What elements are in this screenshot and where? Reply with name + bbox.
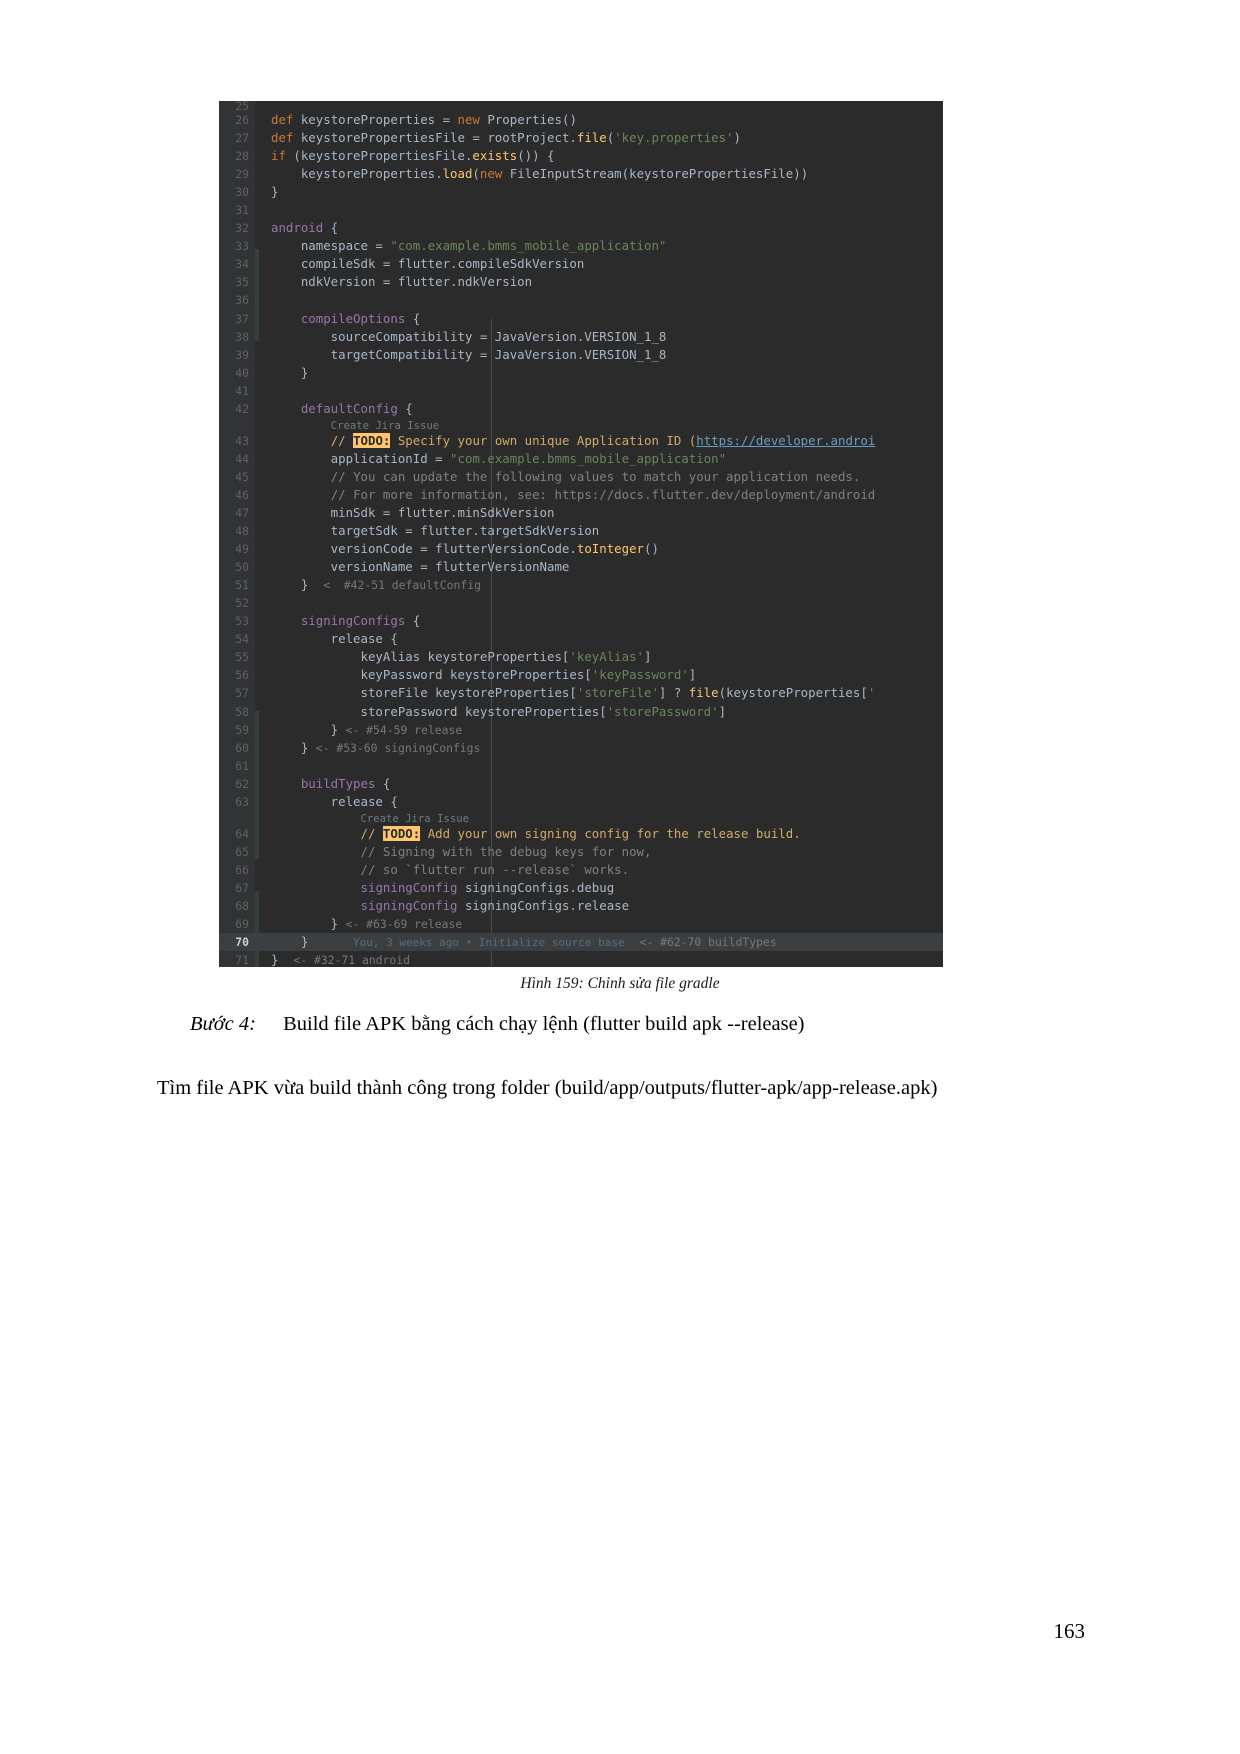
- line-number: 42: [235, 401, 249, 416]
- line-number: 56: [235, 668, 249, 683]
- code-text: signingConfig signingConfigs.release: [360, 897, 630, 913]
- code-text: android {: [271, 220, 339, 236]
- code-line[interactable]: [219, 825, 943, 843]
- code-line[interactable]: [219, 775, 943, 793]
- line-number: 33: [235, 239, 249, 254]
- code-text: // You can update the following values to match your application needs.: [330, 468, 861, 484]
- line-number: 68: [235, 898, 249, 913]
- code-line[interactable]: [219, 684, 943, 702]
- code-line[interactable]: [219, 273, 943, 291]
- code-text: release {: [271, 793, 398, 809]
- line-number: 28: [235, 149, 249, 164]
- line-number: 60: [235, 740, 249, 755]
- code-line[interactable]: [219, 793, 943, 811]
- code-text: targetCompatibility = JavaVersion.VERSION_1_8: [271, 346, 667, 362]
- line-number: 69: [235, 917, 249, 932]
- line-number: 29: [235, 167, 249, 182]
- code-text: } You, 3 weeks ago • Initialize source base <- #62-70 buildTypes: [271, 934, 777, 950]
- code-line[interactable]: [219, 879, 943, 897]
- code-text: namespace = "com.example.bmms_mobile_application": [271, 238, 667, 254]
- code-text: storePassword keystoreProperties['storePassword']: [271, 703, 727, 719]
- code-line[interactable]: [219, 666, 943, 684]
- line-number: 32: [235, 221, 249, 236]
- code-line[interactable]: [219, 721, 943, 739]
- code-lens-row[interactable]: [219, 811, 943, 825]
- code-line[interactable]: [219, 558, 943, 576]
- code-line[interactable]: [219, 468, 943, 486]
- code-line[interactable]: [219, 183, 943, 201]
- code-line[interactable]: [219, 843, 943, 861]
- code-text: minSdk = flutter.minSdkVersion: [271, 504, 555, 520]
- code-line[interactable]: [219, 739, 943, 757]
- line-number: 53: [235, 614, 249, 629]
- line-number: 44: [235, 451, 249, 466]
- code-text: // Signing with the debug keys for now,: [360, 843, 652, 859]
- line-number: 64: [235, 826, 249, 841]
- code-text: sourceCompatibility = JavaVersion.VERSION_1_8: [271, 328, 667, 344]
- code-text: }: [271, 364, 309, 380]
- code-text: } <- #53-60 signingConfigs: [271, 739, 481, 755]
- line-number: 58: [235, 704, 249, 719]
- code-line[interactable]: [219, 165, 943, 183]
- code-text: def keystorePropertiesFile = rootProject.file('key.properties'): [271, 130, 742, 146]
- code-line[interactable]: [219, 364, 943, 382]
- code-line[interactable]: [219, 310, 943, 328]
- code-line[interactable]: [219, 933, 943, 951]
- code-text: release {: [271, 631, 398, 647]
- line-number: 49: [235, 542, 249, 557]
- code-line[interactable]: [219, 915, 943, 933]
- code-line[interactable]: [219, 861, 943, 879]
- body-paragraph: Tìm file APK vừa build thành công trong folder (build/app/outputs/flutter-apk/app-release.apk): [157, 1077, 938, 1099]
- line-number: 43: [235, 433, 249, 448]
- code-text: versionName = flutterVersionName: [271, 559, 570, 575]
- code-line[interactable]: [219, 291, 943, 309]
- code-text: compileOptions {: [300, 310, 421, 326]
- code-text: } <- #32-71 android: [271, 952, 410, 967]
- code-text: Create Jira Issue: [330, 419, 440, 432]
- code-text: // TODO: Specify your own unique Application ID (https://developer.androi: [330, 432, 876, 448]
- code-line[interactable]: [219, 757, 943, 775]
- code-text: compileSdk = flutter.compileSdkVersion: [271, 256, 585, 272]
- line-number: 65: [235, 844, 249, 859]
- line-number: 38: [235, 329, 249, 344]
- code-text: // TODO: Add your own signing config for the release build.: [360, 825, 801, 841]
- line-number: 37: [235, 311, 249, 326]
- code-line[interactable]: [219, 219, 943, 237]
- code-editor-body: [219, 101, 943, 967]
- code-line[interactable]: [219, 201, 943, 219]
- line-number: 50: [235, 560, 249, 575]
- code-line[interactable]: [219, 897, 943, 915]
- line-number: 59: [235, 722, 249, 737]
- code-text: buildTypes {: [300, 775, 391, 791]
- line-number: 62: [235, 776, 249, 791]
- code-line[interactable]: [219, 630, 943, 648]
- line-number: 51: [235, 578, 249, 593]
- line-number: 61: [235, 758, 249, 773]
- code-line[interactable]: [219, 522, 943, 540]
- line-number: 66: [235, 862, 249, 877]
- line-number: 35: [235, 275, 249, 290]
- code-line[interactable]: [219, 594, 943, 612]
- code-line[interactable]: [219, 129, 943, 147]
- line-number: 48: [235, 524, 249, 539]
- line-number: 52: [235, 596, 249, 611]
- figure-caption: Hình 159: Chỉnh sửa file gradle: [520, 975, 720, 992]
- code-line[interactable]: [219, 432, 943, 450]
- code-text: Create Jira Issue: [360, 812, 469, 825]
- code-text: def keystoreProperties = new Properties(): [271, 112, 577, 127]
- code-line[interactable]: [219, 400, 943, 418]
- line-number: 26: [235, 113, 249, 127]
- code-line[interactable]: [219, 612, 943, 630]
- code-line[interactable]: [219, 111, 943, 129]
- code-line[interactable]: [219, 101, 943, 111]
- step-text: Build file APK bằng cách chạy lệnh (flutter build apk --release): [283, 1013, 805, 1035]
- code-lens-row[interactable]: [219, 418, 943, 432]
- code-line[interactable]: [219, 951, 943, 967]
- code-text: }: [271, 184, 279, 200]
- line-number: 27: [235, 131, 249, 146]
- line-number: 55: [235, 650, 249, 665]
- code-line[interactable]: [219, 540, 943, 558]
- line-number: 45: [235, 469, 249, 484]
- code-line[interactable]: [219, 504, 943, 522]
- code-line[interactable]: [219, 382, 943, 400]
- code-line[interactable]: [219, 486, 943, 504]
- line-number: 67: [235, 880, 249, 895]
- code-line[interactable]: [219, 237, 943, 255]
- page-number: 163: [1053, 1619, 1085, 1643]
- line-number: 57: [235, 686, 249, 701]
- step-label: Bước 4:: [190, 1013, 256, 1035]
- code-text: versionCode = flutterVersionCode.toInteger(): [271, 541, 659, 557]
- line-number: 71: [235, 953, 249, 967]
- line-number: 63: [235, 794, 249, 809]
- code-text: // For more information, see: https://docs.flutter.dev/deployment/android: [330, 486, 876, 502]
- code-line[interactable]: [219, 703, 943, 721]
- step-line: [190, 1013, 1090, 1036]
- line-number: 46: [235, 487, 249, 502]
- line-number: 70: [235, 935, 249, 950]
- code-text: if (keystorePropertiesFile.exists()) {: [271, 148, 555, 164]
- code-line[interactable]: [219, 328, 943, 346]
- code-editor-screenshot: [219, 101, 943, 967]
- code-text: } < #42-51 defaultConfig: [271, 577, 481, 593]
- code-line[interactable]: [219, 648, 943, 666]
- code-lines[interactable]: [219, 101, 943, 967]
- line-number: 30: [235, 185, 249, 200]
- code-text: storeFile keystoreProperties['storeFile'] ? file(keystoreProperties[': [271, 685, 876, 701]
- code-line[interactable]: [219, 346, 943, 364]
- code-text: keyPassword keystoreProperties['keyPassword']: [271, 667, 697, 683]
- code-text: keyAlias keystoreProperties['keyAlias']: [271, 649, 652, 665]
- code-text: keystoreProperties.load(new FileInputStream(keystorePropertiesFile)): [271, 166, 809, 182]
- code-line[interactable]: [219, 147, 943, 165]
- line-number: 41: [235, 383, 249, 398]
- code-line[interactable]: [219, 450, 943, 468]
- code-text: signingConfig signingConfigs.debug: [360, 879, 615, 895]
- code-text: applicationId = "com.example.bmms_mobile_application": [271, 450, 727, 466]
- line-number: 54: [235, 632, 249, 647]
- code-line[interactable]: [219, 255, 943, 273]
- line-number: 36: [235, 293, 249, 308]
- line-number: 40: [235, 365, 249, 380]
- code-text: signingConfigs {: [300, 613, 421, 629]
- code-text: ndkVersion = flutter.ndkVersion: [271, 274, 533, 290]
- code-text: } <- #54-59 release: [271, 721, 463, 737]
- code-text: defaultConfig {: [300, 400, 413, 416]
- code-text: } <- #63-69 release: [271, 916, 463, 932]
- line-number: 39: [235, 347, 249, 362]
- code-text: // so `flutter run --release` works.: [360, 861, 630, 877]
- code-line[interactable]: [219, 576, 943, 594]
- line-number: 34: [235, 257, 249, 272]
- code-text: targetSdk = flutter.targetSdkVersion: [271, 523, 600, 539]
- line-number: 31: [235, 203, 249, 218]
- line-number: 47: [235, 505, 249, 520]
- line-number: 25: [235, 101, 249, 111]
